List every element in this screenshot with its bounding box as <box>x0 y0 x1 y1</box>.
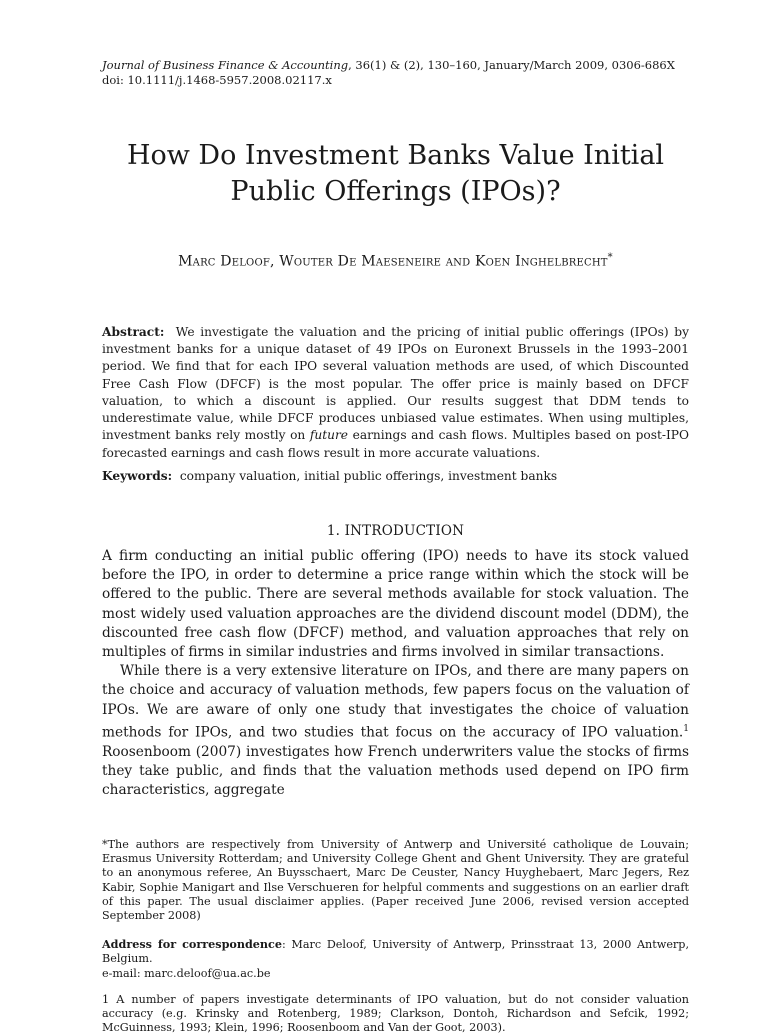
author-footnote-marker: * <box>607 252 613 263</box>
paragraph-2-text-a: While there is a very extensive literature on IPOs, and there are many papers on the choice and accuracy of valuation methods, few papers focus on the valuation of IPOs. We are aware of only one study that investigates the choice of valuation methods for IPOs, and two studies that focus on the accuracy of IPO valuation. <box>102 663 689 741</box>
correspondence-label: Address for correspondence <box>102 937 282 952</box>
email-line: e-mail: marc.deloof@ua.ac.be <box>102 966 271 980</box>
paragraph-2-text-b: Roosenboom (2007) investigates how French underwriters value the stocks of firms they take public, and finds that the valuation methods used depend on IPO firm characteristics, aggregate <box>102 743 689 799</box>
abstract <box>102 324 689 462</box>
footnote-1: 1 A number of papers investigate determinants of IPO valuation, but do not consider valuation accuracy (e.g. Krinsky and Rotenberg, 1989; Clarkson, Dontoh, Richardson and Sefcik, 1992; McGuinness, 1993; Klein, 1996; Roosenboom and Van der Goot, 2003). <box>102 992 689 1035</box>
journal-citation <box>102 58 689 73</box>
abstract-text-2: earnings and cash flows. Multiples based on post-IPO forecasted earnings and cash flows result in more accurate valuations. <box>102 428 689 460</box>
paper-page <box>102 58 689 800</box>
section-heading: 1. INTRODUCTION <box>326 523 465 540</box>
introduction-body <box>102 547 689 800</box>
footnote-ref-1[interactable]: 1 <box>683 723 689 734</box>
citation-details: , 36(1) & (2), 130–160, January/March 2009, 0306-686X <box>348 58 675 72</box>
correspondence-text: : Marc Deloof, University of Antwerp, Prinsstraat 13, 2000 Antwerp, Belgium. <box>102 938 690 966</box>
keywords <box>102 468 689 485</box>
abstract-label: Abstract: <box>102 324 165 339</box>
author-list <box>102 252 689 270</box>
paper-title: How Do Investment Banks Value Initial Public Offerings (IPOs)? <box>126 140 665 207</box>
affiliation-footnote: *The authors are respectively from University of Antwerp and Université catholique de Louvain; Erasmus University Rotterdam; and University College Ghent and Ghent University. They are grateful to an anonymous referee, An Buysschaert, Marc De Ceuster, Nancy Huyghebaert, Marc Jegers, Rez Kabir, Sophie Manigart and Ilse Verschueren for helpful comments and suggestions on an earlier draft of this paper. The usual disclaimer applies. (Paper received June 2006, revised version accepted September 2008) <box>102 838 689 923</box>
journal-header <box>102 58 689 88</box>
keywords-text: company valuation, initial public offerings, investment banks <box>179 469 558 484</box>
footnotes <box>102 838 689 1035</box>
abstract-text-1: We investigate the valuation and the pricing of initial public offerings (IPOs) by investment banks for a unique dataset of 49 IPOs on Euronext Brussels in the 1993–2001 period. We find that for each IPO several valuation methods are used, of which Discounted Free Cash Flow (DFCF) is the most popular. The offer price is mainly based on DFCF valuation, to which a discount is applied. Our results suggest that DDM tends to underestimate value, while DFCF produces unbiased value estimates. When using multiples, investment banks rely mostly on <box>102 324 689 443</box>
doi: doi: 10.1111/j.1468-5957.2008.02117.x <box>102 73 332 87</box>
correspondence <box>102 937 689 966</box>
abstract-emphasis: future <box>309 428 349 443</box>
paragraph-1: A firm conducting an initial public offering (IPO) needs to have its stock valued before the IPO, in order to determine a price range within which the stock will be offered to the public. There are several methods available for stock valuation. The most widely used valuation approaches are the dividend discount model (DDM), the discounted free cash flow (DFCF) method, and valuation approaches that rely on multiples of firms in similar industries and firms involved in similar transactions. <box>102 548 689 661</box>
author-names: Marc Deloof, Wouter De Maeseneire and Koen Inghelbrecht <box>178 253 608 270</box>
journal-name: Journal of Business Finance & Accounting <box>102 58 349 72</box>
keywords-label: Keywords: <box>102 469 173 484</box>
paragraph-2 <box>102 662 689 800</box>
